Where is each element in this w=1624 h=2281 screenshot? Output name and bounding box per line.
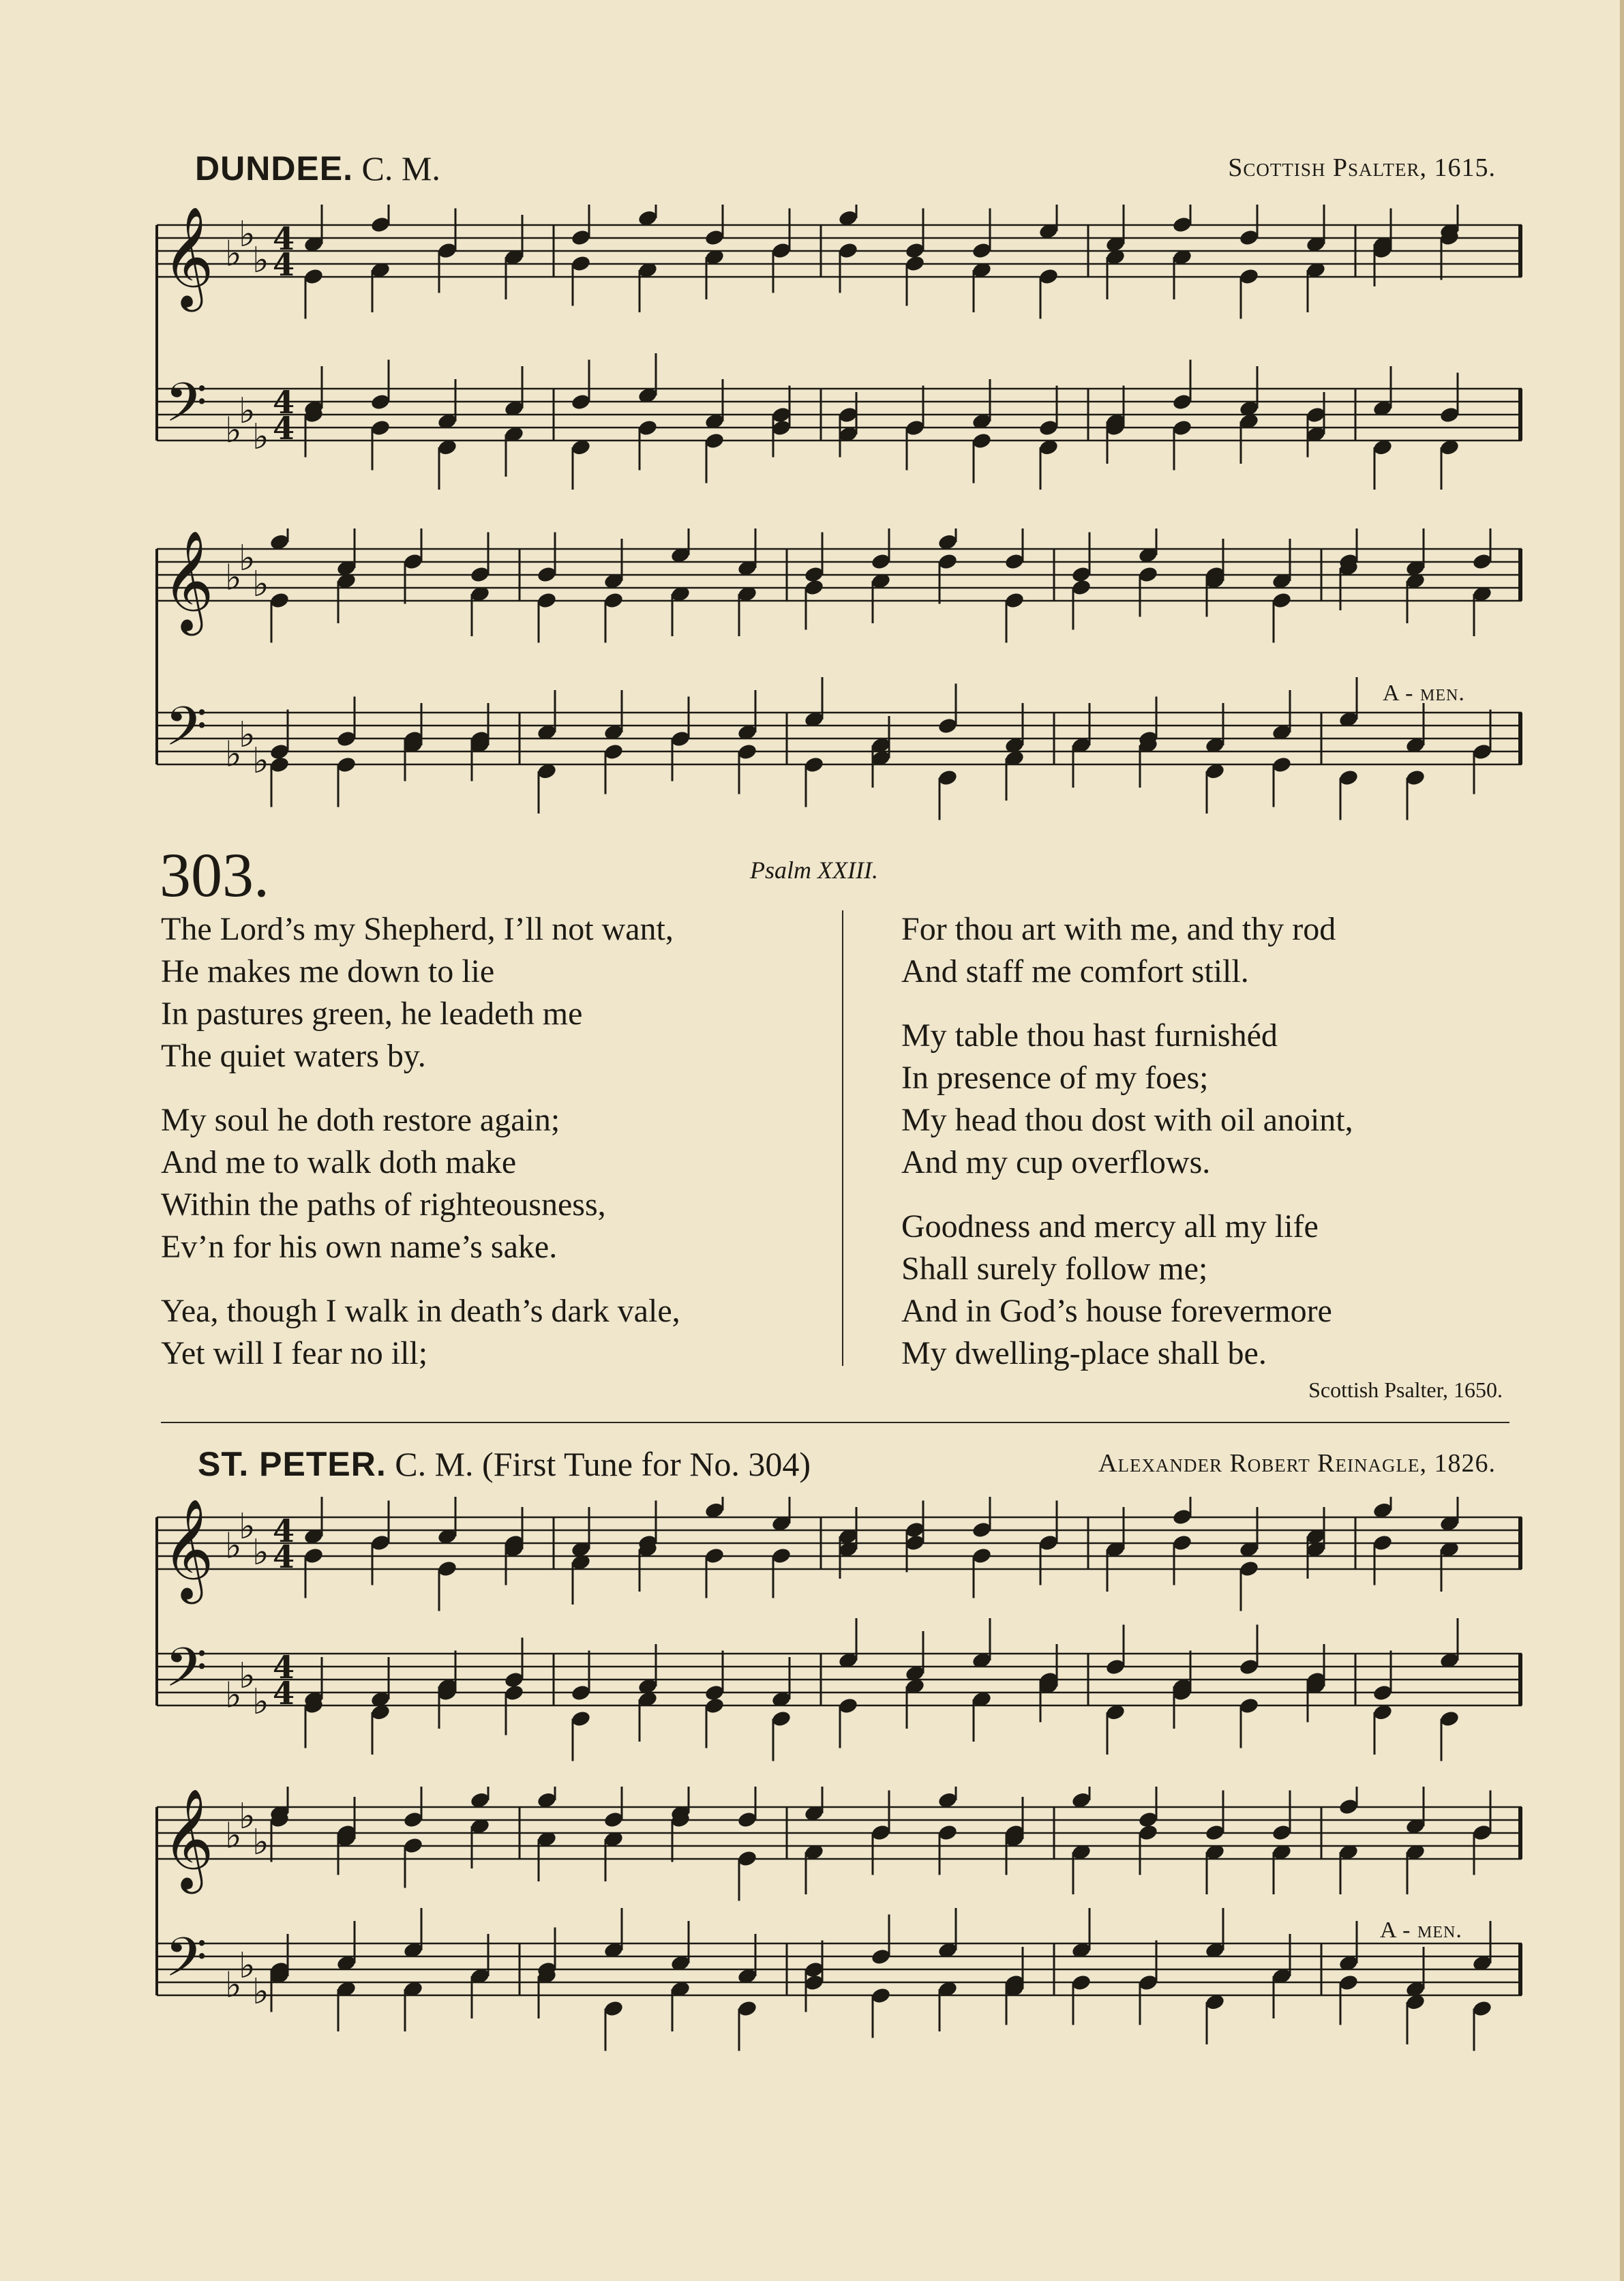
verse-line: The Lord’s my Shepherd, I’ll not want, <box>161 911 674 947</box>
verse-line: My dwelling-place shall be. <box>901 1335 1267 1371</box>
bass-clef-icon: 𝄢 <box>165 1926 207 2002</box>
flat-icon: ♭ <box>252 1532 269 1573</box>
flat-icon: ♭ <box>239 1945 256 1986</box>
flat-icon: ♭ <box>239 1506 256 1547</box>
stanza <box>901 1015 1353 1184</box>
verse-line: And me to walk doth make <box>161 1144 517 1180</box>
treble-clef-icon: 𝄞 <box>162 1498 214 1600</box>
tune-composer: Alexander Robert Reinagle, 1826. <box>1098 1449 1496 1478</box>
flat-icon: ♭ <box>252 1682 269 1723</box>
tune-note: (First Tune for No. 304) <box>482 1445 811 1483</box>
flat-icon: ♭ <box>225 1675 242 1716</box>
stanza <box>161 908 680 1077</box>
stanza <box>901 908 1353 993</box>
psalm-reference: Psalm XXIII. <box>750 856 878 884</box>
tune-name: ST. PETER. <box>198 1445 387 1483</box>
tune-name: DUNDEE. <box>195 149 354 188</box>
score-svg <box>150 1497 1529 1783</box>
music-system <box>150 1787 1529 2073</box>
treble-clef-icon: 𝄞 <box>162 206 214 308</box>
tune-header-dundee <box>161 149 1496 196</box>
time-signature: 4 <box>273 1512 295 1549</box>
flat-icon: ♭ <box>239 391 256 432</box>
time-signature: 4 <box>273 220 295 257</box>
flat-icon: ♭ <box>239 1796 256 1837</box>
stanza <box>161 1290 680 1375</box>
verse-line: And staff me comfort still. <box>901 953 1249 989</box>
verse-line: And my cup overflows. <box>901 1144 1211 1180</box>
flat-icon: ♭ <box>225 410 242 451</box>
verse-line: The quiet waters by. <box>161 1038 426 1074</box>
verse-line: My head thou dost with oil anoint, <box>901 1102 1353 1138</box>
verse-line: In pastures green, he leadeth me <box>161 996 583 1032</box>
bass-clef-icon: 𝄢 <box>165 695 207 771</box>
verse-line: Within the paths of righteousness, <box>161 1187 606 1223</box>
score-svg <box>150 1787 1529 2073</box>
flat-icon: ♭ <box>225 233 242 275</box>
column-divider <box>842 910 843 1366</box>
treble-clef-icon: 𝄞 <box>162 1788 214 1890</box>
flat-icon: ♭ <box>239 1656 256 1697</box>
page-edge <box>1620 0 1624 2281</box>
time-signature: 4 <box>273 1538 295 1575</box>
score-svg <box>150 528 1529 842</box>
tune-title <box>198 1444 811 1484</box>
verse-line: For thou art with me, and thy rod <box>901 911 1336 947</box>
time-signature: 4 <box>273 384 295 421</box>
verse-line: My soul he doth restore again; <box>161 1102 560 1138</box>
tune-header-st-peter <box>161 1444 1496 1492</box>
verse-line: Goodness and mercy all my life <box>901 1208 1319 1244</box>
verse-line: In presence of my foes; <box>901 1060 1209 1096</box>
amen-label: A - men. <box>1380 1918 1462 1943</box>
verse-column-right <box>901 908 1353 1397</box>
bass-clef-icon: 𝄢 <box>165 1636 207 1712</box>
flat-icon: ♭ <box>225 1965 242 2006</box>
verse-line: Yea, though I walk in death’s dark vale, <box>161 1293 680 1329</box>
time-signature: 4 <box>273 410 295 447</box>
time-signature: 4 <box>273 246 295 283</box>
tune-meter: C. M. <box>395 1445 474 1483</box>
verse-line: My table thou hast furnishéd <box>901 1017 1278 1054</box>
verse-line: Shall surely follow me; <box>901 1251 1208 1287</box>
bass-clef-icon: 𝄢 <box>165 371 207 447</box>
music-system <box>150 528 1529 842</box>
verse-column-left <box>161 908 680 1397</box>
flat-icon: ♭ <box>225 1525 242 1567</box>
flat-icon: ♭ <box>252 1822 269 1863</box>
flat-icon: ♭ <box>239 214 256 255</box>
flat-icon: ♭ <box>239 715 256 756</box>
flat-icon: ♭ <box>225 734 242 775</box>
tune-meter: C. M. <box>361 149 440 188</box>
verse-line: He makes me down to lie <box>161 953 495 989</box>
section-rule <box>161 1422 1509 1423</box>
flat-icon: ♭ <box>252 240 269 281</box>
flat-icon: ♭ <box>225 1815 242 1857</box>
verse-line: Ev’n for his own name’s sake. <box>161 1229 558 1265</box>
flat-icon: ♭ <box>252 564 269 605</box>
flat-icon: ♭ <box>252 417 269 458</box>
amen-label: A - men. <box>1383 681 1465 706</box>
stanza <box>901 1206 1353 1375</box>
text-attribution: Scottish Psalter, 1650. <box>1308 1377 1503 1402</box>
score-svg <box>150 205 1529 518</box>
flat-icon: ♭ <box>239 538 256 579</box>
tune-source: Scottish Psalter, 1615. <box>1228 153 1496 182</box>
music-system <box>150 1497 1529 1783</box>
hymn-number: 303. <box>160 840 269 910</box>
treble-clef-icon: 𝄞 <box>162 530 214 631</box>
tune-title <box>195 149 440 188</box>
flat-icon: ♭ <box>225 557 242 599</box>
time-signature: 4 <box>273 1649 295 1686</box>
verse-line: Yet will I fear no ill; <box>161 1335 428 1371</box>
stanza <box>161 1099 680 1268</box>
music-system <box>150 205 1529 518</box>
flat-icon: ♭ <box>252 1971 269 2012</box>
flat-icon: ♭ <box>252 741 269 781</box>
verse-line: And in God’s house forevermore <box>901 1293 1332 1329</box>
time-signature: 4 <box>273 1675 295 1712</box>
